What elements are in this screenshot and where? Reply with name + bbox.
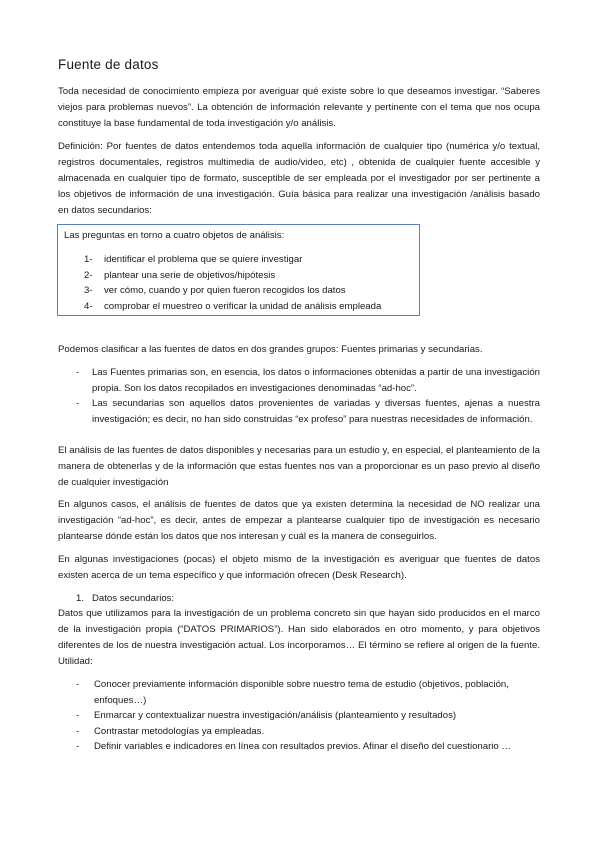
list-item <box>76 724 546 740</box>
classify-paragraph: Podemos clasificar a las fuentes de datos en dos grandes grupos: Fuentes primarias y secundarias. <box>58 344 483 355</box>
list-item <box>76 708 546 724</box>
list-item-text: comprobar el muestreo o verificar la unidad de análisis empleada <box>104 300 382 312</box>
list-item <box>84 252 381 268</box>
section-number: 1. <box>76 593 85 604</box>
page-title: Fuente de datos <box>58 57 159 72</box>
dash-bullet: - <box>76 741 80 753</box>
questions-list <box>84 252 381 314</box>
dash-bullet: - <box>76 367 80 378</box>
list-item-text: identificar el problema que se quiere investigar <box>104 254 303 265</box>
list-item-number: 1- <box>84 254 93 265</box>
dash-bullet: - <box>76 679 80 690</box>
section-heading <box>76 591 174 606</box>
list-item <box>84 283 381 299</box>
questions-box <box>57 224 420 316</box>
list-item-text: Definir variables e indicadores en línea con resultados previos. Afinar el diseño del cuestionario … <box>94 741 512 753</box>
list-item-text: Enmarcar y contextualizar nuestra investigación/análisis (planteamiento y resultados) <box>94 710 457 722</box>
list-item-text: Conocer previamente información disponible sobre nuestro tema de estudio (objetivos, población, enfoques…) <box>94 679 509 706</box>
list-item-number: 2- <box>84 269 93 281</box>
list-item-text: ver cómo, cuando y por quien fueron recogidos los datos <box>104 285 346 297</box>
list-item <box>76 396 540 427</box>
source-groups-list <box>76 365 540 427</box>
dash-bullet: - <box>76 710 80 722</box>
list-item <box>76 739 546 755</box>
list-item-text: Las secundarias son aquellos datos provenientes de variadas y diversas fuentes, ajenas a nuestra investigación; es decir, no han sido construidas “ex profeso” para nuestras necesidades de información. <box>92 398 540 425</box>
questions-box-title: Las preguntas en torno a cuatro objetos de análisis: <box>64 230 285 241</box>
uses-list <box>76 677 546 755</box>
analysis-paragraph: El análisis de las fuentes de datos disponibles y necesarias para un estudio y, en especial, el planteamiento de la manera de obtenerlas y de la información que estas fuentes nos van a proporcionar es un paso previo al diseño de cualquier investigación <box>58 445 540 488</box>
list-item-text: Contrastar metodologías ya empleadas. <box>94 725 265 737</box>
list-item <box>84 299 381 315</box>
list-item <box>84 268 381 284</box>
list-item-text: plantear una serie de objetivos/hipótesis <box>104 269 276 281</box>
list-item-text: Las Fuentes primarias son, en esencia, los datos o informaciones obtenidas a partir de una investigación propia. Son los datos recopilados en investigaciones denominadas “ad-hoc”. <box>92 367 540 394</box>
section-label: Datos secundarios: <box>92 593 175 604</box>
list-item-number: 4- <box>84 300 93 312</box>
dash-bullet: - <box>76 398 80 410</box>
definition-paragraph: Definición: Por fuentes de datos entendemos toda aquella información de cualquier tipo (numérica y/o textual, registros documentales, registros multimedia de audio/video, etc) , obtenida de cualquier fuente accesible y almacenada en cualquier tipo de formato, susceptible de ser empleada por el investigador por ser pertinente a los objetivos de información de una investigación. Guía básica para realizar una investigación /análisis basado en datos secundarios: <box>58 141 540 216</box>
list-item <box>76 365 540 396</box>
list-item-number: 3- <box>84 285 93 297</box>
dash-bullet: - <box>76 725 80 737</box>
secondary-data-paragraph: Datos que utilizamos para la investigación de un problema concreto sin que hayan sido producidos en el marco de la investigación propia (“DATOS PRIMARIOS”). Han sido elaborados en otro momento, y para objetivos diferentes de los de nuestra investigación actual. Los incorporamos… El término se refiere al origen de la fuente. Utilidad: <box>58 608 540 667</box>
some-cases-paragraph: En algunos casos, el análisis de fuentes de datos que ya existen determina la necesidad de NO realizar una investigación “ad-hoc”, es decir, antes de empezar a plantearse cualquier tipo de investigación es necesario plantearse dónde están los datos que nos interesan y cuál es la manera de conseguirlos. <box>58 499 540 542</box>
intro-paragraph: Toda necesidad de conocimiento empieza por averiguar qué existe sobre lo que deseamos investigar. “Saberes viejos para problemas nuevos”. La obtención de información relevante y pertinente con el tema que nos ocupa constituye la base fundamental de toda investigación y/o análisis. <box>58 86 540 129</box>
list-item <box>76 677 546 708</box>
some-research-paragraph: En algunas investigaciones (pocas) el objeto mismo de la investigación es averiguar que fuentes de datos existen acerca de un tema específico y que información ofrecen (Desk Research). <box>58 554 540 581</box>
